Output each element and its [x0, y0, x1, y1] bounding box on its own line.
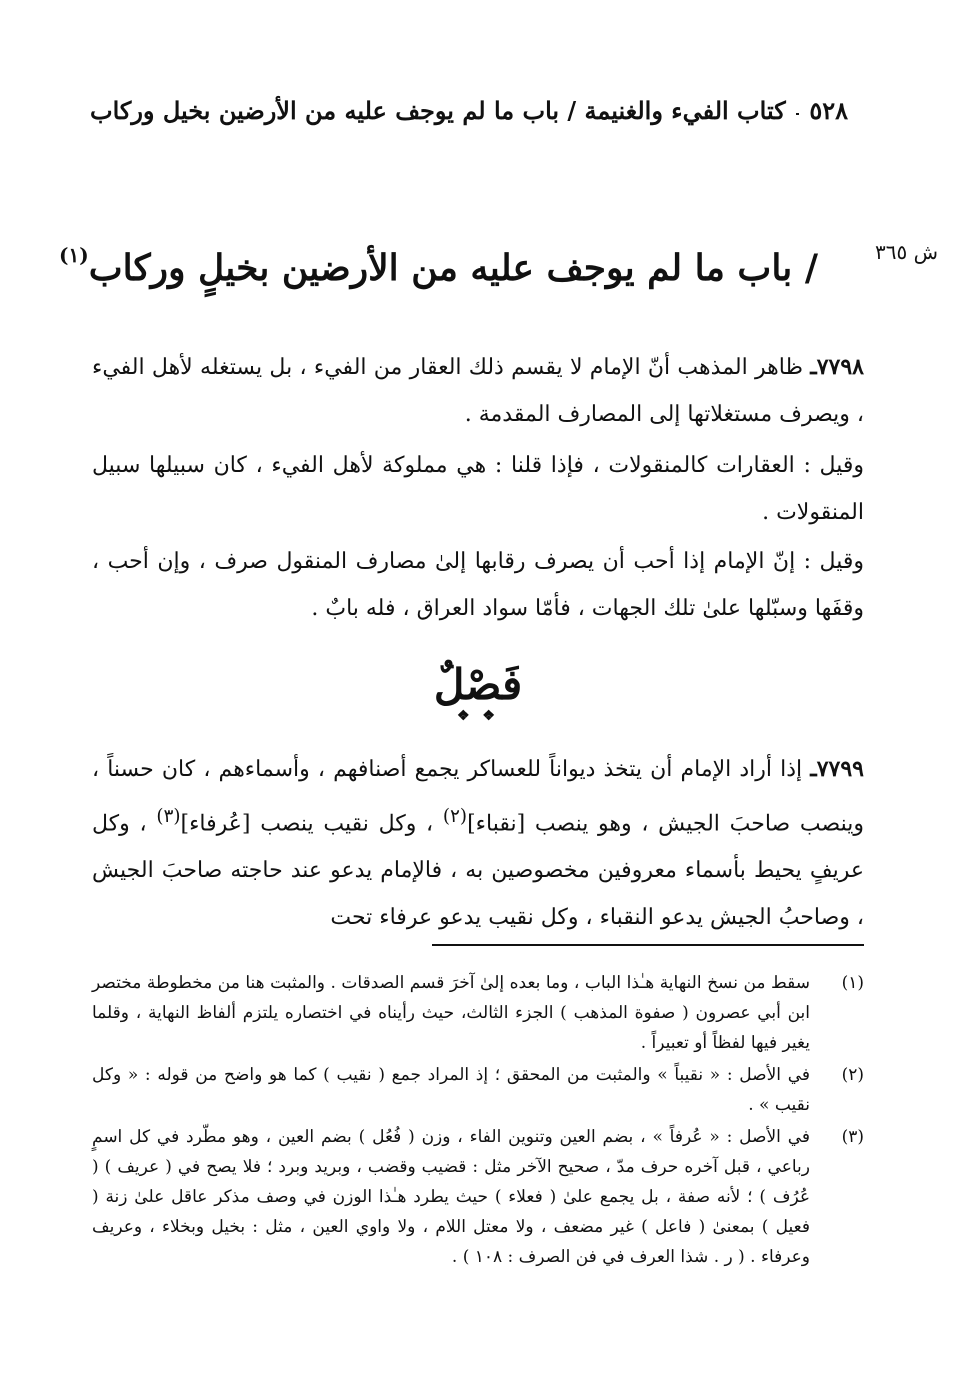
- section-heading-fasl: [0, 660, 956, 724]
- paragraph-text: إذا أراد الإمام أن يتخذ ديواناً للعساكر يجمع أصنافهم ، وأسماءهم ، كان حسناً ، وينصب صاحبَ الجيش ، وهو ينصب [نقباء]: [92, 757, 864, 837]
- paragraph-text: ظاهر المذهب أنّ الإمام لا يقسم ذلك العقار من الفيء ، بل يستغله لأهل الفيء ، ويصرف مستغلاتها إلى المصارف المقدمة .: [92, 355, 864, 427]
- running-header: [90, 90, 848, 130]
- footnote-text: في الأصل : « عُرفاً » ، بضم العين وتنوين الفاء ، وزن ( فُعُل ) بضم العين ، وهو مطّرد في كل اسمٍ رباعي ، قبل آخره حرف مدّ ، صحيح الآخر مثل : قضيب وقضب ، وبريد وبرد ؛ فلا يصح في ( عريف ) ( عُرُف ) ؛ لأنه صفة ، بل يجمع علىٰ ( فعلاء ) حيث يطرد هـٰذا الوزن في وصف مذكر عاقل علىٰ زنة ( فعيل ) بمعنىٰ ( فاعل ) غير مضعف ، ولا معتل اللام ، ولا واوي العين ، مثل : بخيل وبخلاء ، وعريف وعرفاء . ( ر . شذا العرف في فن الصرف : ١٠٨ ) .: [92, 1127, 810, 1267]
- chapter-title-footnote-ref: (١): [59, 243, 89, 267]
- footnote-item: [92, 1060, 864, 1120]
- footnote-number: (٣): [841, 1127, 864, 1147]
- footnote-item: [92, 968, 864, 1058]
- chapter-title-text: / باب ما لم يوجف عليه من الأرضين بخيلٍ وركاب: [88, 247, 818, 289]
- paragraph-text: ، وكل نقيب ينصب [عُرفاء]: [180, 811, 443, 837]
- paragraph-text: وقيل : العقارات كالمنقولات ، فإذا قلنا : هي مملوكة لأهل الفيء ، كان سبيلها سبيل المنقولات .: [92, 453, 864, 525]
- footnote-number: (١): [841, 973, 864, 993]
- paragraph-text: وقيل : إنّ الإمام إذا أحب أن يصرف رقابها إلىٰ مصارف المنقول صرف ، وإن أحب ، وقفَها وسبّلها علىٰ تلك الجهات ، فأمّا سواد العراق ، فله بابٌ .: [92, 549, 864, 621]
- paragraph-7798: [92, 344, 864, 438]
- header-book-title: كتاب الفيء والغنيمة / باب ما لم يوجف عليه من الأرضين بخيل وركاب: [90, 95, 786, 125]
- footnote-text: سقط من نسخ النهاية هـٰذا الباب ، وما بعده إلىٰ آخرَ قسم الصدقات . والمثبت هنا من مخطوطة مختصر ابن أبي عصرون ( صفوة المذهب ) الجزء الثالث، حيث رأيناه في اختصاره يلتزم ألفاظ النهاية ، وقلما يغير فيها لفظاً أو تعبيراً .: [92, 973, 810, 1053]
- paragraph-qila-1: [92, 442, 864, 536]
- page-number: ٥٢٨: [809, 95, 848, 125]
- margin-reference: ش ٣٦٥: [874, 240, 938, 264]
- paragraph-text: ، وكل عريفٍ يحيط بأسماء معروفين مخصوصين به ، فالإمام يدعو عند حاجته صاحبَ الجيش ، وصاحبُ الجيش يدعو النقباء ، وكل نقيب يدعو عرفاء تحت: [92, 811, 864, 931]
- footnote-item: [92, 1122, 864, 1272]
- paragraph-qila-2: [92, 538, 864, 632]
- section-heading-text: فَصْلٌ: [433, 660, 523, 709]
- paragraph-7799: [92, 746, 864, 941]
- paragraph-number: ٧٧٩٨ـ: [810, 354, 864, 380]
- ornament-icon: ❖ ❖: [457, 708, 499, 724]
- footnote-ref-2: (٢): [442, 806, 468, 827]
- footnote-number: (٢): [841, 1065, 864, 1085]
- footnotes: [92, 968, 864, 1274]
- footnote-ref-3: (٣): [156, 806, 181, 827]
- chapter-title: [59, 225, 818, 298]
- paragraph-number: ٧٧٩٩ـ: [810, 756, 864, 782]
- footnote-separator: [432, 944, 864, 946]
- footnote-text: في الأصل : « نقيباً » والمثبت من المحقق ؛ إذ المراد جمع ( نقيب ) كما هو واضح من قوله : « وكل نقيب » .: [92, 1065, 810, 1115]
- header-dash: [796, 113, 800, 115]
